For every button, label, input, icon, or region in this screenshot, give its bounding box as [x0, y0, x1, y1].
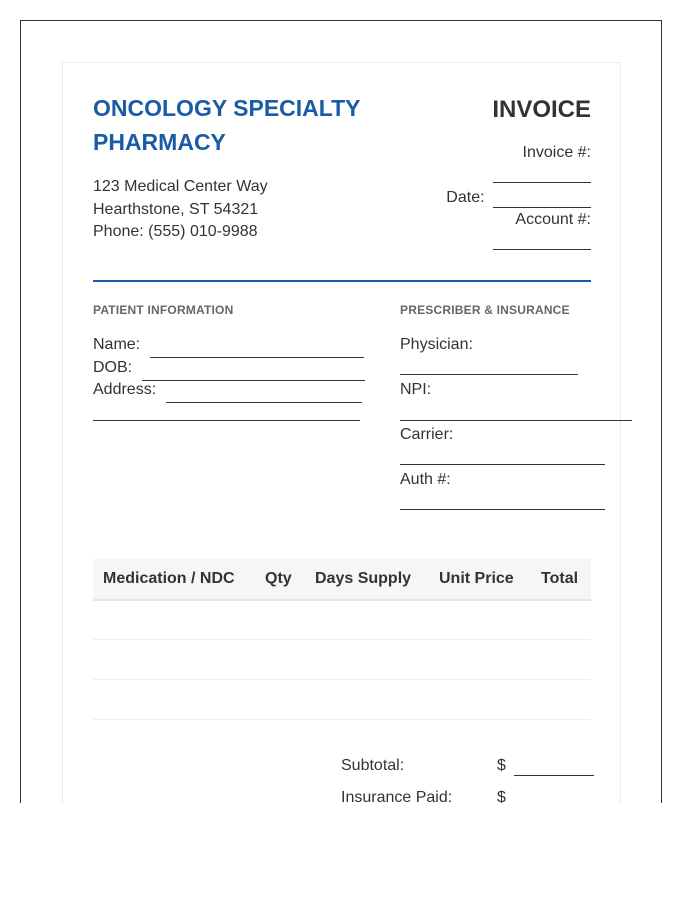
- insurance-paid-value: [497, 789, 506, 803]
- document-title: INVOICE: [492, 96, 591, 123]
- physician-field[interactable]: [400, 374, 578, 375]
- patient-name-row: [93, 334, 364, 358]
- column-unit-price: Unit Price: [439, 570, 514, 587]
- column-qty: Qty: [265, 570, 292, 587]
- table-row[interactable]: [93, 601, 591, 639]
- date-row: [446, 189, 591, 208]
- invoice-number-field[interactable]: [493, 182, 591, 183]
- column-days-supply: Days Supply: [315, 570, 412, 587]
- patient-dob-field[interactable]: [142, 357, 365, 381]
- npi-label: NPI:: [400, 381, 432, 398]
- patient-dob-row: [93, 357, 365, 381]
- column-total: Total: [541, 570, 579, 587]
- account-number-label: Account #:: [515, 211, 591, 228]
- invoice-sheet: [62, 62, 621, 803]
- patient-address-row: [93, 379, 362, 403]
- date-label: Date:: [446, 189, 485, 206]
- pharmacy-name-line2: PHARMACY: [93, 129, 226, 155]
- subtotal-field[interactable]: [514, 757, 594, 776]
- address-street: 123 Medical Center Way: [93, 178, 268, 195]
- invoice-number-label: Invoice #:: [522, 144, 591, 161]
- subtotal-label: Subtotal:: [341, 757, 405, 774]
- patient-address-field-line2[interactable]: [93, 420, 360, 421]
- carrier-label: Carrier:: [400, 426, 454, 443]
- header-divider: [93, 280, 591, 282]
- account-number-field[interactable]: [493, 249, 591, 250]
- insurance-paid-currency: $: [497, 789, 506, 803]
- date-field[interactable]: [493, 189, 591, 208]
- patient-info-heading: PATIENT INFORMATION: [93, 303, 234, 317]
- prescriber-insurance-heading: PRESCRIBER & INSURANCE: [400, 303, 570, 317]
- medication-table-header: [93, 559, 591, 601]
- insurance-paid-label: Insurance Paid:: [341, 789, 453, 803]
- page-frame: [20, 20, 662, 803]
- table-row[interactable]: [93, 640, 591, 679]
- subtotal-currency: $: [497, 757, 506, 774]
- patient-dob-label: DOB:: [93, 359, 133, 376]
- carrier-field[interactable]: [400, 464, 605, 465]
- physician-label: Physician:: [400, 336, 473, 353]
- address-phone: Phone: (555) 010-9988: [93, 223, 258, 240]
- address-city: Hearthstone, ST 54321: [93, 200, 259, 218]
- patient-address-field[interactable]: [166, 379, 362, 403]
- pharmacy-address: [93, 176, 268, 244]
- table-row[interactable]: [93, 680, 591, 719]
- patient-name-field[interactable]: [150, 334, 364, 358]
- auth-number-field[interactable]: [400, 509, 605, 510]
- column-medication-ndc: Medication / NDC: [103, 570, 235, 587]
- npi-field[interactable]: [400, 420, 632, 421]
- table-row-divider: [93, 719, 591, 720]
- subtotal-value: [497, 757, 594, 776]
- auth-number-label: Auth #:: [400, 471, 451, 488]
- pharmacy-name: [93, 91, 413, 159]
- pharmacy-name-line1: ONCOLOGY SPECIALTY: [93, 95, 361, 121]
- patient-address-label: Address:: [93, 381, 157, 398]
- patient-name-label: Name:: [93, 336, 141, 353]
